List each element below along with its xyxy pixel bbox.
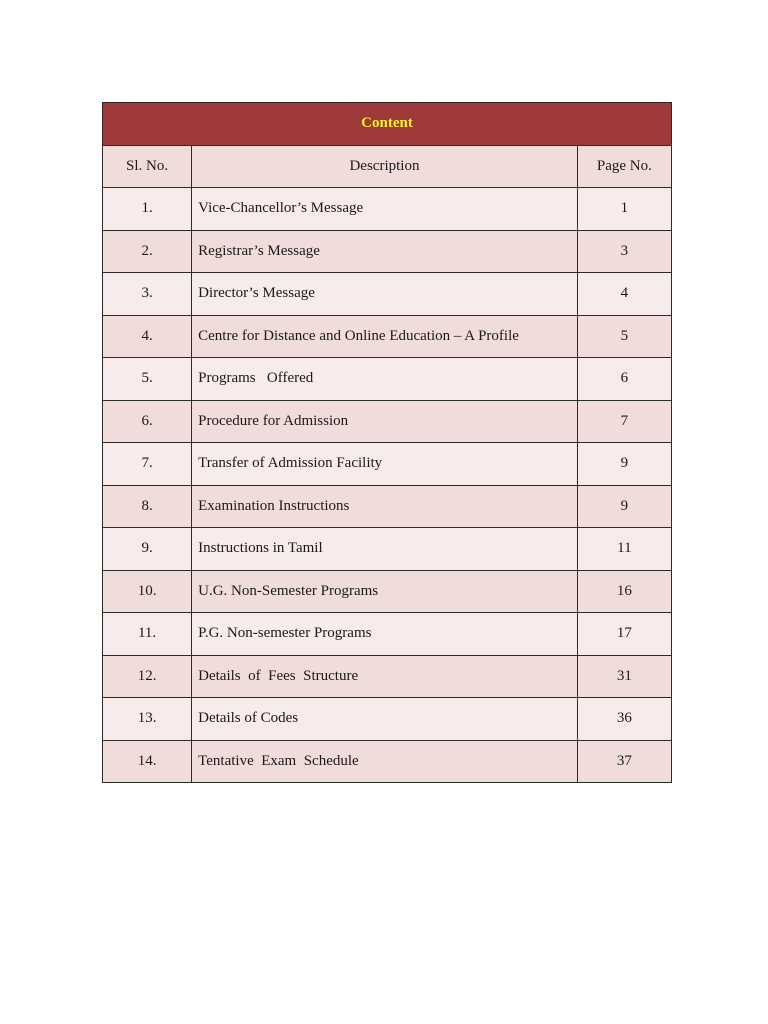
row-sl-no: 3. bbox=[103, 273, 192, 316]
row-sl-no: 6. bbox=[103, 400, 192, 443]
row-sl-no: 4. bbox=[103, 315, 192, 358]
header-page-no: Page No. bbox=[577, 145, 671, 188]
row-sl-no: 13. bbox=[103, 698, 192, 741]
row-description: P.G. Non-semester Programs bbox=[192, 613, 578, 656]
row-description: Details of Fees Structure bbox=[192, 655, 578, 698]
row-sl-no: 2. bbox=[103, 230, 192, 273]
row-sl-no: 12. bbox=[103, 655, 192, 698]
row-description: Centre for Distance and Online Education – A Profile bbox=[192, 315, 578, 358]
row-description: Procedure for Admission bbox=[192, 400, 578, 443]
row-sl-no: 7. bbox=[103, 443, 192, 486]
row-page-no: 11 bbox=[577, 528, 671, 571]
row-description: U.G. Non-Semester Programs bbox=[192, 570, 578, 613]
row-page-no: 31 bbox=[577, 655, 671, 698]
row-sl-no: 9. bbox=[103, 528, 192, 571]
row-page-no: 17 bbox=[577, 613, 671, 656]
row-page-no: 37 bbox=[577, 740, 671, 783]
header-sl-no: Sl. No. bbox=[103, 145, 192, 188]
row-sl-no: 10. bbox=[103, 570, 192, 613]
row-page-no: 5 bbox=[577, 315, 671, 358]
table-header-row bbox=[103, 145, 672, 188]
table-row bbox=[103, 273, 672, 316]
table-row bbox=[103, 655, 672, 698]
header-description: Description bbox=[192, 145, 578, 188]
table-row bbox=[103, 698, 672, 741]
row-page-no: 16 bbox=[577, 570, 671, 613]
row-description: Director’s Message bbox=[192, 273, 578, 316]
row-description: Details of Codes bbox=[192, 698, 578, 741]
table-row bbox=[103, 443, 672, 486]
table-row bbox=[103, 485, 672, 528]
table-title-row bbox=[103, 103, 672, 146]
table-row bbox=[103, 188, 672, 231]
table-row bbox=[103, 230, 672, 273]
row-description: Registrar’s Message bbox=[192, 230, 578, 273]
contents-table bbox=[102, 102, 672, 783]
table-title: Content bbox=[103, 103, 672, 146]
row-description: Examination Instructions bbox=[192, 485, 578, 528]
row-description: Programs Offered bbox=[192, 358, 578, 401]
row-page-no: 7 bbox=[577, 400, 671, 443]
row-description: Instructions in Tamil bbox=[192, 528, 578, 571]
row-sl-no: 11. bbox=[103, 613, 192, 656]
table-row bbox=[103, 315, 672, 358]
row-description: Transfer of Admission Facility bbox=[192, 443, 578, 486]
row-page-no: 4 bbox=[577, 273, 671, 316]
row-description: Vice-Chancellor’s Message bbox=[192, 188, 578, 231]
table-row bbox=[103, 358, 672, 401]
table-row bbox=[103, 528, 672, 571]
row-page-no: 6 bbox=[577, 358, 671, 401]
row-sl-no: 14. bbox=[103, 740, 192, 783]
table-row bbox=[103, 400, 672, 443]
row-page-no: 3 bbox=[577, 230, 671, 273]
row-sl-no: 5. bbox=[103, 358, 192, 401]
table-row bbox=[103, 570, 672, 613]
row-page-no: 9 bbox=[577, 485, 671, 528]
row-page-no: 9 bbox=[577, 443, 671, 486]
table-body bbox=[103, 188, 672, 783]
row-page-no: 36 bbox=[577, 698, 671, 741]
row-description: Tentative Exam Schedule bbox=[192, 740, 578, 783]
row-sl-no: 1. bbox=[103, 188, 192, 231]
row-sl-no: 8. bbox=[103, 485, 192, 528]
row-page-no: 1 bbox=[577, 188, 671, 231]
table-row bbox=[103, 613, 672, 656]
table-row bbox=[103, 740, 672, 783]
